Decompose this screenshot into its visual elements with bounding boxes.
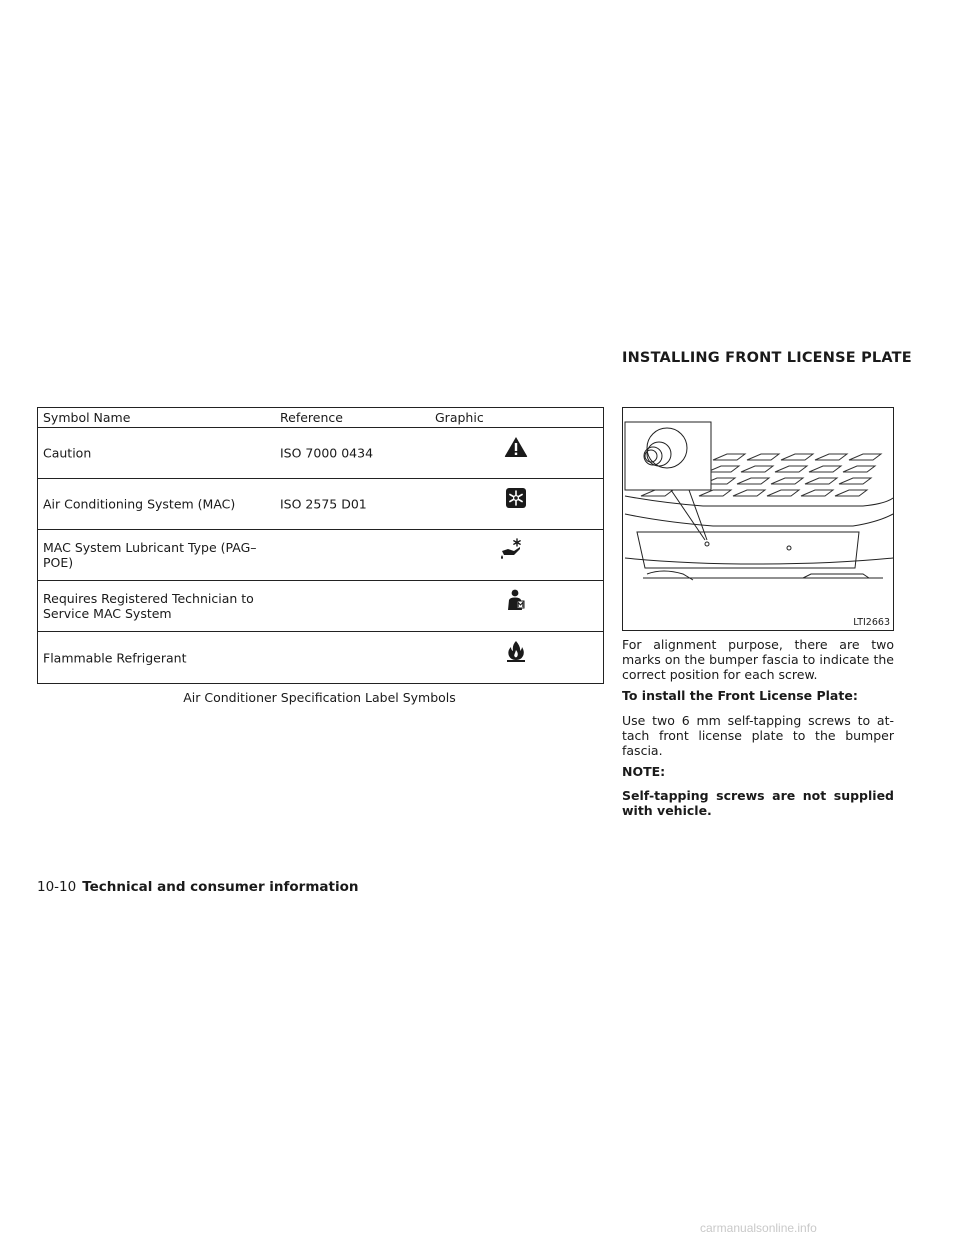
bumper-grille-drawing: [623, 408, 893, 630]
page-number: 10-10: [37, 879, 77, 895]
symbols-table: [37, 407, 604, 684]
note-heading: NOTE:: [622, 764, 666, 779]
table-header: [38, 408, 603, 428]
symbol-name: Flammable Refrigerant: [43, 650, 187, 665]
chapter-title: Technical and consumer information: [82, 879, 359, 895]
ac-snowflake-icon: [504, 486, 528, 510]
symbol-name: Caution: [43, 445, 92, 461]
header-reference: Reference: [280, 410, 343, 425]
install-heading: To install the Front License Plate:: [622, 688, 858, 703]
symbol-name: MAC System Lubricant Type (PAG–POE): [43, 540, 257, 570]
table-row: [38, 581, 603, 632]
symbol-reference: ISO 2575 D01: [280, 496, 367, 512]
page-footer: [37, 879, 358, 895]
table-caption: Air Conditioner Specification Label Symbols: [183, 690, 456, 705]
caution-triangle-icon: [504, 435, 528, 459]
technician-icon: [504, 588, 528, 612]
watermark: carmanualsonline.info: [700, 1221, 817, 1235]
note-paragraph: Self-tapping screws are not supplied with vehicle.: [622, 788, 894, 818]
section-title: INSTALLING FRONT LICENSE PLATE: [622, 350, 912, 366]
figure-label: LTI2663: [853, 617, 890, 628]
table-row: [38, 479, 603, 530]
flame-icon: [504, 639, 528, 663]
symbol-name: Air Conditioning System (MAC): [43, 496, 236, 512]
table-row: [38, 530, 603, 581]
table-row: [38, 632, 603, 683]
lubricant-oilcan-icon: [496, 537, 526, 561]
install-paragraph: Use two 6 mm self-tapping screws to at-tach front license plate to the bumper fascia.: [622, 713, 894, 758]
symbol-reference: ISO 7000 0434: [280, 445, 374, 461]
header-symbol-name: Symbol Name: [43, 410, 131, 425]
header-graphic: Graphic: [435, 410, 484, 425]
bumper-grille-illustration: [622, 407, 894, 631]
symbol-name: Requires Registered Technician to Service MAC System: [43, 591, 254, 621]
alignment-paragraph: For alignment purpose, there are two marks on the bumper fascia to indicate the correct position for each screw.: [622, 637, 894, 682]
table-row: [38, 428, 603, 479]
